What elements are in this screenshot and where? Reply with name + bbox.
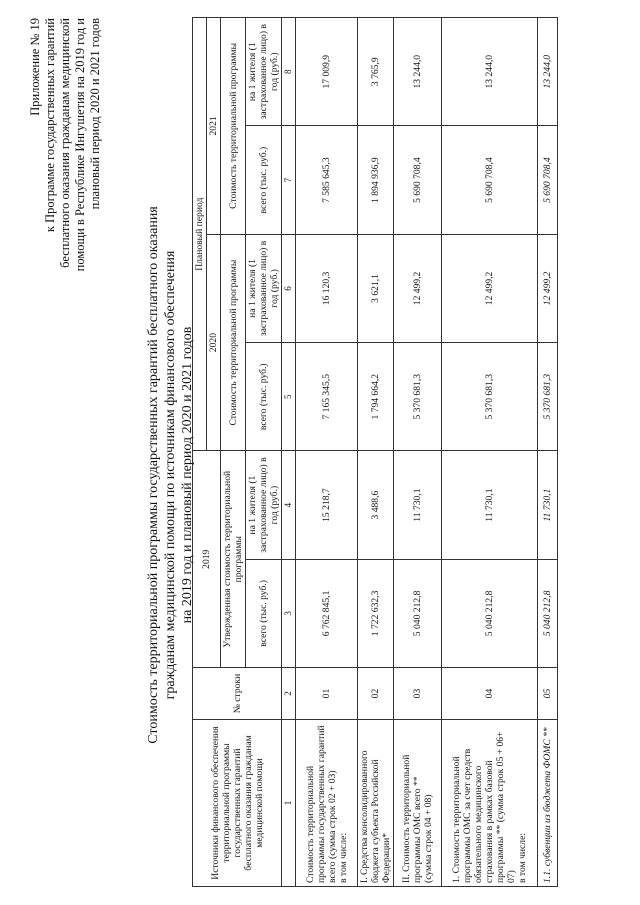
index-cell: 5 — [282, 343, 296, 451]
document-title — [145, 195, 196, 755]
row-label: Стоимость территориальной программы государственных гарантий всего (сумма строк 02 + 03) в том числе: — [296, 719, 358, 886]
appendix-note — [28, 18, 103, 271]
value-cell: 16 120,3 — [296, 234, 358, 342]
header-planned: Плановый период — [193, 18, 207, 451]
header-per-capita: на 1 жителя (1 застрахованное лицо) в год (руб.) — [246, 18, 282, 126]
header-cost-2020: Стоимость территориальной программы — [221, 234, 246, 451]
value-cell: 5 370 681,3 — [394, 343, 442, 451]
header-total: всего (тыс. руб.) — [246, 126, 282, 234]
row-number: 03 — [394, 668, 442, 720]
header-2021: 2021 — [207, 18, 221, 235]
table-row — [296, 18, 358, 887]
title-line: гражданам медицинской помощи по источникам финансового обеспечения — [163, 250, 178, 700]
index-cell: 3 — [282, 559, 296, 667]
value-cell: 7 585 645,3 — [296, 126, 358, 234]
value-cell: 11 730,1 — [442, 451, 538, 559]
value-cell: 5 690 708,4 — [538, 126, 558, 234]
value-cell: 12 499,2 — [538, 234, 558, 342]
header-total: всего (тыс. руб.) — [246, 343, 282, 451]
value-cell: 5 040 212,8 — [442, 559, 538, 667]
header-approved-cost: Утвержденная стоимость территориальной программы — [221, 451, 246, 668]
financing-table — [192, 17, 558, 887]
table-row — [538, 18, 558, 887]
header-source: Источники финансового обеспечения территориальной программы государственных гарантий бесплатного оказания гражданам медицинской помощи — [193, 719, 282, 886]
value-cell: 5 370 681,3 — [538, 343, 558, 451]
appendix-line: помощи в Республике Ингушетия на 2019 год и — [73, 18, 87, 272]
value-cell: 5 040 212,8 — [538, 559, 558, 667]
row-label: 1. Стоимость территориальной программы ОМС за счет средств обязательного медицинского страхования в рамках базовой программы ** (сумма строк 05 + 06+ 07) в том числе: — [442, 719, 538, 886]
value-cell: 7 165 345,5 — [296, 343, 358, 451]
value-cell: 3 621,1 — [358, 234, 394, 342]
value-cell: 12 499,2 — [442, 234, 538, 342]
table-row — [442, 18, 538, 887]
value-cell: 12 499,2 — [394, 234, 442, 342]
value-cell: 1 794 664,2 — [358, 343, 394, 451]
row-number: 05 — [538, 668, 558, 720]
header-2019: 2019 — [193, 451, 221, 668]
row-label: I. Средства консолидированного бюджета субъекта Российской Федерации* — [358, 719, 394, 886]
value-cell: 1 722 632,3 — [358, 559, 394, 667]
index-row — [282, 18, 296, 887]
value-cell: 13 244,0 — [538, 18, 558, 126]
appendix-line: плановый период 2020 и 2021 годов — [88, 18, 102, 210]
table-row — [358, 18, 394, 887]
appendix-line: бесплатного оказания гражданам медицинской — [58, 18, 72, 268]
value-cell: 13 244,0 — [394, 18, 442, 126]
index-cell: 1 — [282, 719, 296, 886]
row-number: 02 — [358, 668, 394, 720]
index-cell: 6 — [282, 234, 296, 342]
header-row-no: № строки — [193, 668, 282, 720]
value-cell: 5 370 681,3 — [442, 343, 538, 451]
header-per-capita: на 1 жителя (1 застрахованное лицо) в год (руб.) — [246, 234, 282, 342]
value-cell: 15 218,7 — [296, 451, 358, 559]
value-cell: 11 730,1 — [394, 451, 442, 559]
title-line: на 2019 год и плановый период 2020 и 2021 годов — [180, 326, 195, 624]
value-cell: 5 690 708,4 — [394, 126, 442, 234]
table-row — [394, 18, 442, 887]
value-cell: 5 690 708,4 — [442, 126, 538, 234]
index-cell: 7 — [282, 126, 296, 234]
value-cell: 6 762 845,1 — [296, 559, 358, 667]
value-cell: 17 009,9 — [296, 18, 358, 126]
index-cell: 2 — [282, 668, 296, 720]
appendix-line: к Программе государственных гарантий — [43, 18, 57, 233]
value-cell: 1 894 936,9 — [358, 126, 394, 234]
row-number: 01 — [296, 668, 358, 720]
header-total: всего (тыс. руб.) — [246, 559, 282, 667]
title-line: Стоимость территориальной программы государственных гарантий бесплатного оказания — [146, 206, 161, 744]
row-label: 1.1. субвенции из бюджета ФОМС ** — [538, 719, 558, 886]
row-number: 04 — [442, 668, 538, 720]
value-cell: 3 765,9 — [358, 18, 394, 126]
header-row — [193, 18, 207, 887]
row-label: II. Стоимость территориальной программы ОМС всего ** (сумма строк 04 + 08) — [394, 719, 442, 886]
value-cell: 5 040 212,8 — [394, 559, 442, 667]
header-cost-2021: Стоимость территориальной программы — [221, 18, 246, 235]
value-cell: 11 730,1 — [538, 451, 558, 559]
index-cell: 8 — [282, 18, 296, 126]
index-cell: 4 — [282, 451, 296, 559]
header-2020: 2020 — [207, 234, 221, 451]
value-cell: 13 244,0 — [442, 18, 538, 126]
table-body — [296, 18, 558, 887]
value-cell: 3 488,6 — [358, 451, 394, 559]
header-per-capita: на 1 жителя (1 застрахованное лицо) в год (руб.) — [246, 451, 282, 559]
appendix-line: Приложение № 19 — [28, 18, 42, 116]
